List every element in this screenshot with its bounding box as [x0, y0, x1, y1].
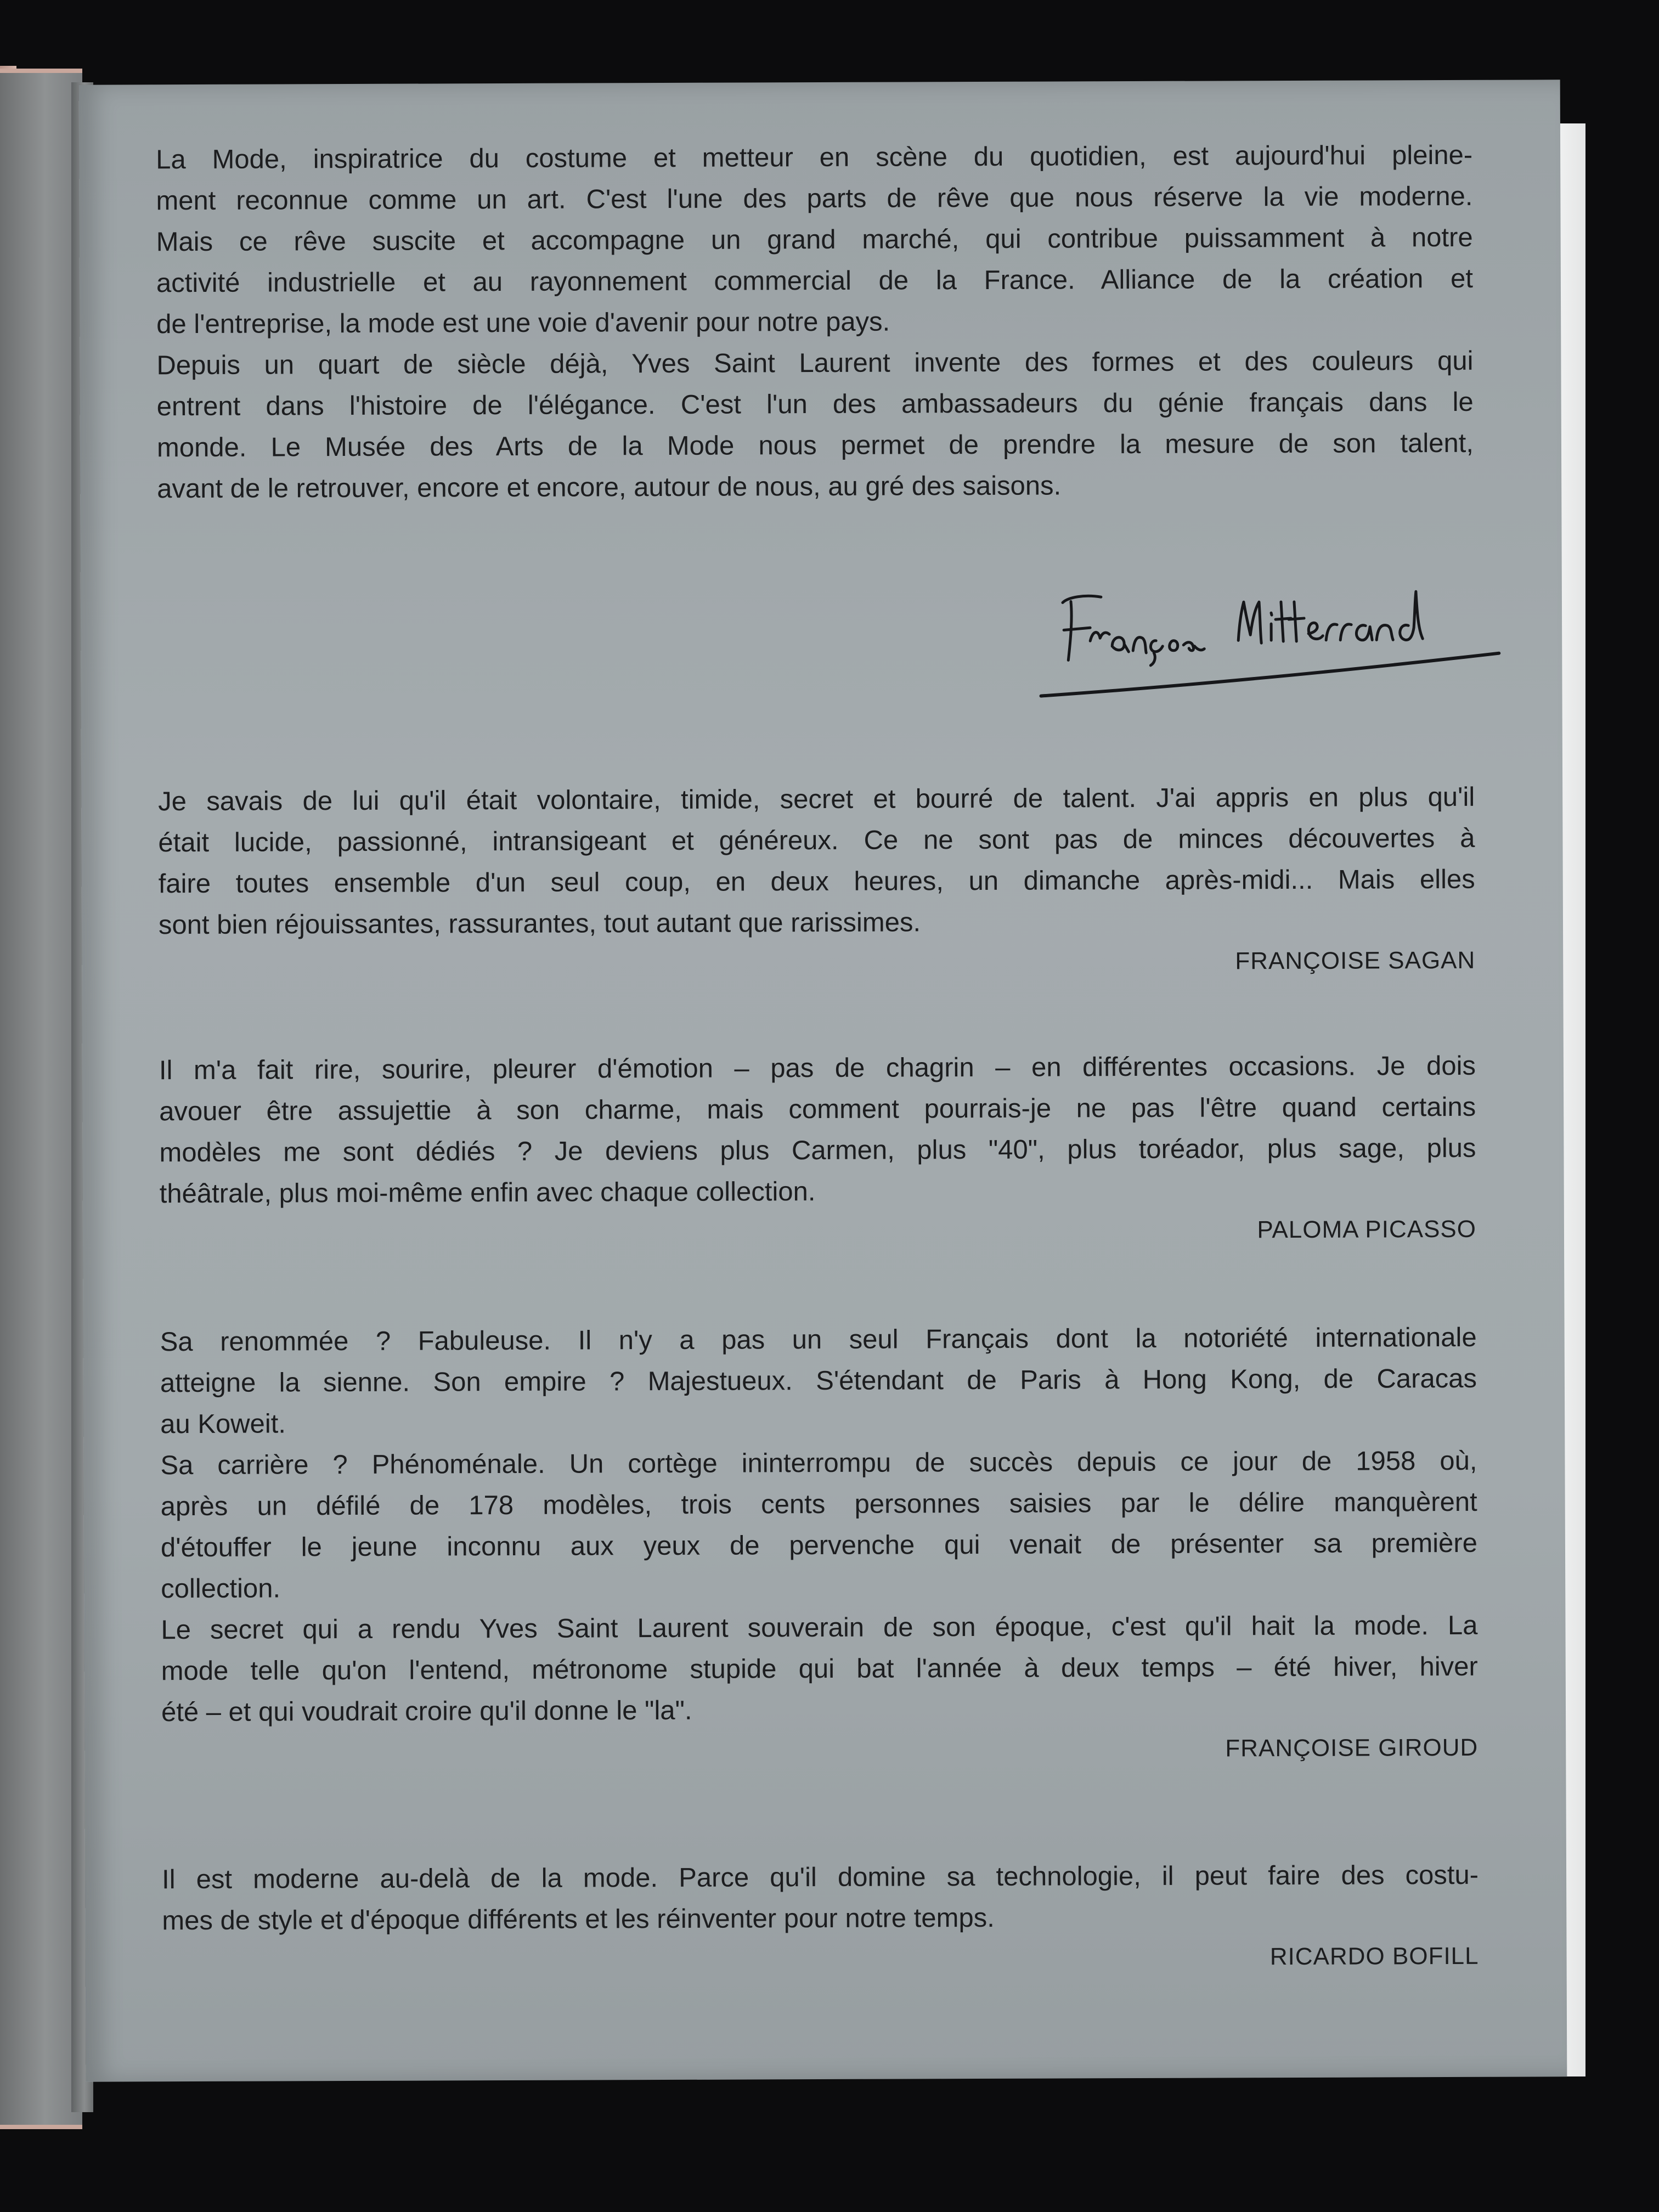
quote-paragraph	[160, 1317, 1479, 1733]
text-line: théâtrale, plus moi-même enfin avec chaque collection.	[159, 1177, 816, 1209]
text-line: été – et qui voudrait croire qu'il donne le "la".	[161, 1695, 692, 1728]
text-line: faire toutes ensemble d'un seul coup, en deux heures, un dimanche après-midi... Mais elles	[158, 864, 1475, 899]
quote-picasso	[159, 1046, 1476, 1253]
text-line: avouer être assujettie à son charme, mais comment pourrais-je ne pas l'être quand certains	[159, 1092, 1476, 1127]
text-line: Il m'a fait rire, sourire, pleurer d'émotion – pas de chagrin – en différentes occasions. Je dois	[159, 1051, 1476, 1086]
text-line: ment reconnue comme un art. C'est l'une des parts de rêve que nous réserve la vie moderne.	[156, 181, 1473, 216]
text-line: d'étouffer le jeune inconnu aux yeux de pervenche qui venait de présenter sa première	[160, 1528, 1478, 1563]
quote-author: FRANÇOISE SAGAN	[1235, 946, 1476, 975]
text-line: monde. Le Musée des Arts de la Mode nous permet de prendre la mesure de son talent,	[156, 428, 1474, 463]
text-line: entrent dans l'histoire de l'élégance. C'est l'un des ambassadeurs du génie français dans le	[156, 387, 1474, 422]
text-line: avant de le retrouver, encore et encore, autour de nous, au gré des saisons.	[157, 471, 1062, 504]
text-line: Il est moderne au-delà de la mode. Parce qu'il domine sa technologie, il peut faire des costu-	[161, 1860, 1479, 1895]
quote-bofill	[162, 1855, 1479, 1980]
intro-paragraph	[156, 135, 1474, 510]
text-line: La Mode, inspiratrice du costume et metteur en scène du quotidien, est aujourd'hui pleine-	[156, 140, 1473, 175]
text-line: mode telle qu'on l'entend, métronome stupide qui bat l'année à deux temps – été hiver, hiver	[161, 1651, 1478, 1686]
quote-sagan	[158, 777, 1475, 984]
quote-author: PALOMA PICASSO	[1257, 1215, 1477, 1244]
text-line: Je savais de lui qu'il était volontaire, timide, secret et bourré de talent. J'ai appris en plus qu'il	[158, 782, 1475, 817]
quote-paragraph	[158, 777, 1475, 946]
text-line: modèles me sont dédiés ? Je deviens plus Carmen, plus "40", plus toréador, plus sage, plus	[159, 1133, 1476, 1168]
text-line: Sa carrière ? Phénoménale. Un cortège ininterrompu de succès depuis ce jour de 1958 où,	[160, 1446, 1477, 1481]
text-line: au Koweit.	[160, 1409, 286, 1440]
text-line: collection.	[161, 1573, 281, 1604]
intro-text	[156, 135, 1474, 510]
book-cover-spine	[0, 69, 82, 2129]
text-line: sont bien réjouissantes, rassurantes, tout autant que rarissimes.	[158, 907, 921, 940]
text-line: après un défilé de 178 modèles, trois cents personnes saisies par le délire manquèrent	[160, 1487, 1477, 1522]
text-line: était lucide, passionné, intransigeant et généreux. Ce ne sont pas de minces découvertes à	[158, 823, 1475, 858]
text-line: atteigne la sienne. Son empire ? Majestueux. S'étendant de Paris à Hong Kong, de Caracas	[160, 1363, 1477, 1398]
text-line: de l'entreprise, la mode est une voie d'avenir pour notre pays.	[156, 307, 890, 340]
text-line: Le secret qui a rendu Yves Saint Laurent souverain de son époque, c'est qu'il hait la mode. La	[161, 1610, 1478, 1645]
text-line: activité industrielle et au rayonnement commercial de la France. Alliance de la création et	[156, 263, 1473, 298]
text-line: mes de style et d'époque différents et les réinventer pour notre temps.	[162, 1903, 995, 1936]
text-line: Mais ce rêve suscite et accompagne un grand marché, qui contribue puissamment à notre	[156, 222, 1473, 257]
quote-paragraph	[162, 1855, 1479, 1942]
quote-paragraph	[159, 1046, 1476, 1215]
text-line: Depuis un quart de siècle déjà, Yves Saint Laurent invente des formes et des couleurs qui	[156, 346, 1474, 381]
mitterrand-signature	[1030, 557, 1508, 735]
text-line: Sa renommée ? Fabuleuse. Il n'y a pas un seul Français dont la notoriété internationale	[160, 1322, 1477, 1357]
quote-author: FRANÇOISE GIROUD	[1225, 1734, 1479, 1762]
quote-author: RICARDO BOFILL	[1269, 1942, 1479, 1971]
quote-giroud	[160, 1317, 1479, 1771]
book-page	[79, 80, 1567, 2081]
